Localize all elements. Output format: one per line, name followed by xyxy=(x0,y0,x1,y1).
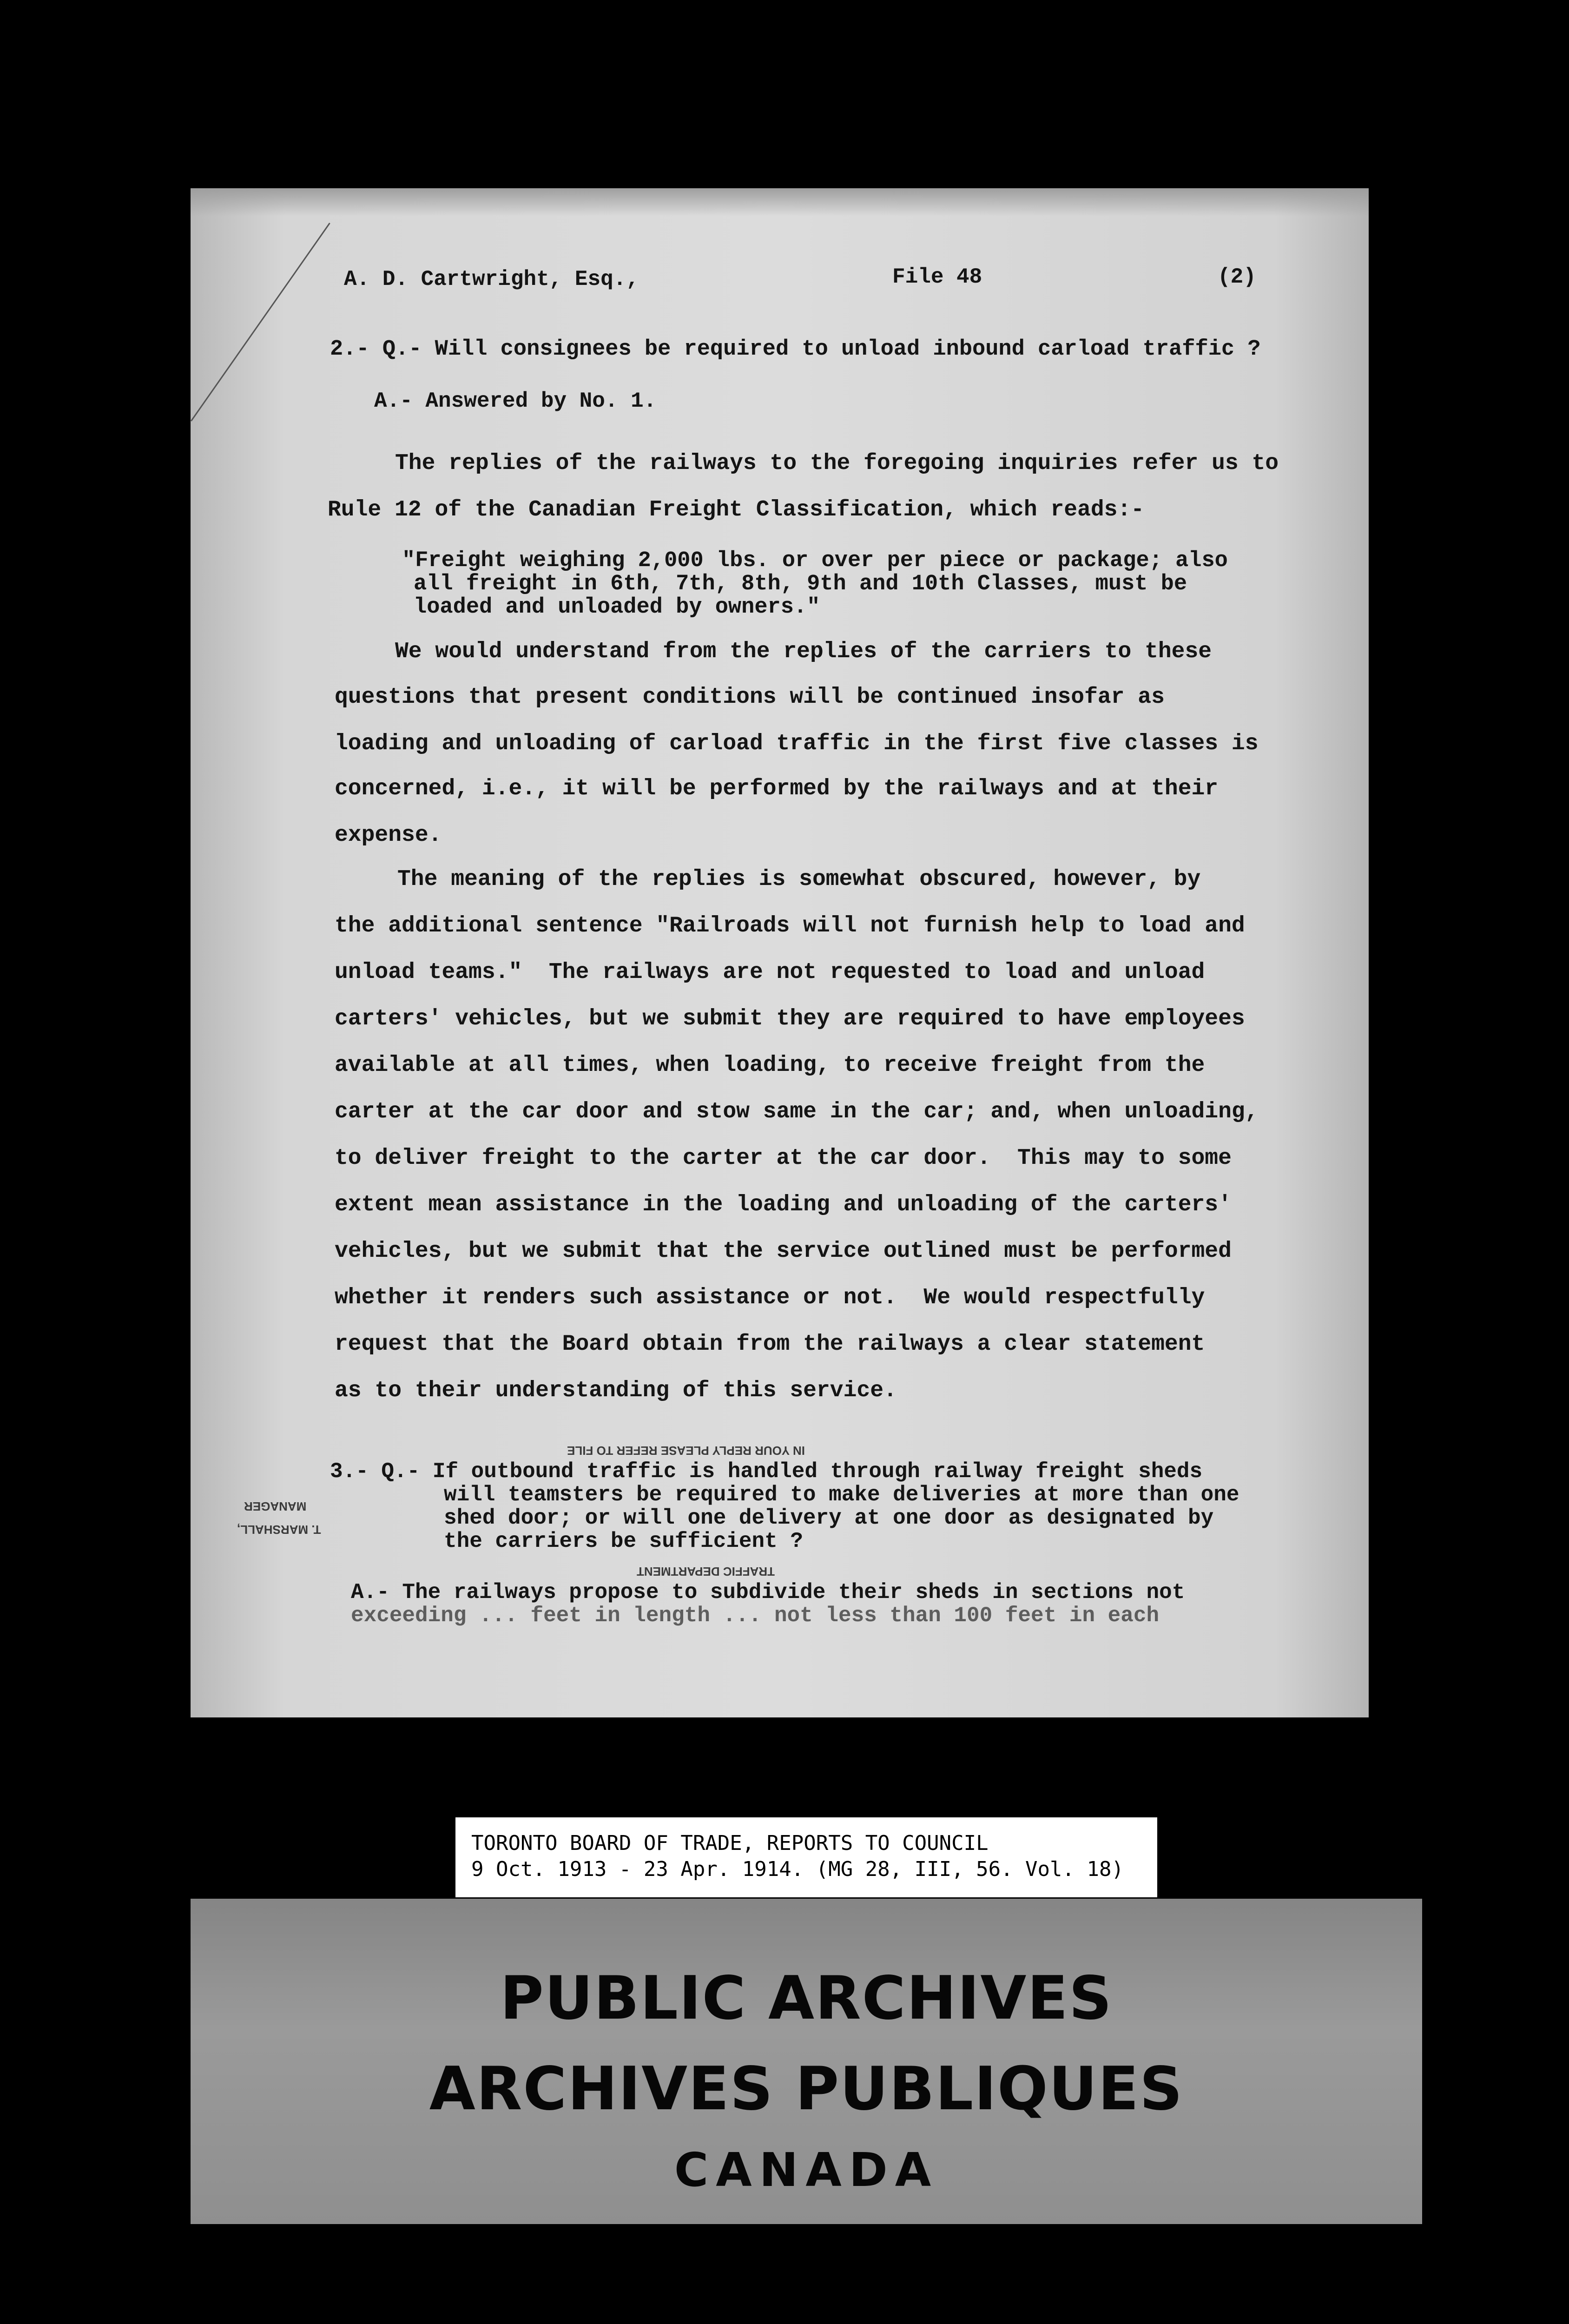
paragraph-1-line: The replies of the railways to the foregoing inquiries refer us to xyxy=(395,451,1279,476)
paragraph-3-line: extent mean assistance in the loading and unloading of the carters' xyxy=(335,1192,1232,1217)
paragraph-3-line: request that the Board obtain from the railways a clear statement xyxy=(335,1332,1205,1357)
paragraph-3-line: The meaning of the replies is somewhat obscured, however, by xyxy=(397,867,1201,892)
bleed-through-signatory: T. MARSHALL, xyxy=(237,1523,321,1537)
page-number: (2) xyxy=(1218,265,1256,289)
question-3-line: will teamsters be required to make deliveries at more than one xyxy=(444,1483,1239,1507)
stamp-line-country: CANADA xyxy=(674,2143,939,2197)
archive-caption-label xyxy=(455,1817,1157,1897)
paragraph-2-line: concerned, i.e., it will be performed by the railways and at their xyxy=(335,776,1219,801)
paragraph-1-line: Rule 12 of the Canadian Freight Classification, which reads:- xyxy=(328,497,1145,522)
answer-3-line: exceeding ... feet in length ... not less than 100 feet in each xyxy=(351,1604,1160,1628)
file-reference: File 48 xyxy=(892,265,982,289)
paragraph-2-line: expense. xyxy=(335,823,442,848)
question-2: 2.- Q.- Will consignees be required to unload inbound carload traffic ? xyxy=(330,337,1261,362)
paragraph-2-line: loading and unloading of carload traffic in the first five classes is xyxy=(335,731,1259,756)
answer-2: A.- Answered by No. 1. xyxy=(374,389,657,413)
bleed-through-department: TRAFFIC DEPARTMENT xyxy=(637,1565,775,1578)
bleed-through-signatory-title: MANAGER xyxy=(244,1499,307,1513)
paragraph-3-line: available at all times, when loading, to receive freight from the xyxy=(335,1053,1205,1078)
answer-3-line: A.- The railways propose to subdivide their sheds in sections not xyxy=(351,1580,1185,1604)
bleed-through-reply-notice: IN YOUR REPLY PLEASE REFER TO FILE xyxy=(567,1444,805,1458)
question-3-line: shed door; or will one delivery at one door as designated by xyxy=(444,1506,1214,1530)
paragraph-3-line: the additional sentence "Railroads will not furnish help to load and xyxy=(335,913,1245,938)
question-3-line: the carriers be sufficient ? xyxy=(444,1529,803,1553)
letter-page xyxy=(191,188,1369,1717)
stamp-line-french: ARCHIVES PUBLIQUES xyxy=(429,2054,1184,2124)
quote-line: "Freight weighing 2,000 lbs. or over per piece or package; also xyxy=(402,548,1228,573)
paragraph-3-line: whether it renders such assistance or not. We would respectfully xyxy=(335,1285,1205,1310)
quote-line: loaded and unloaded by owners." xyxy=(414,595,820,620)
paragraph-3-line: carter at the car door and stow same in the car; and, when unloading, xyxy=(335,1099,1259,1124)
paragraph-3-line: to deliver freight to the carter at the car door. This may to some xyxy=(335,1146,1232,1171)
public-archives-stamp xyxy=(191,1899,1422,2224)
stamp-line-english: PUBLIC ARCHIVES xyxy=(500,1964,1113,2033)
paragraph-2-line: questions that present conditions will be continued insofar as xyxy=(335,685,1165,710)
addressee: A. D. Cartwright, Esq., xyxy=(344,267,639,291)
caption-line: 9 Oct. 1913 - 23 Apr. 1914. (MG 28, III, 56. Vol. 18) xyxy=(471,1857,1124,1881)
caption-line: TORONTO BOARD OF TRADE, REPORTS TO COUNCIL xyxy=(471,1831,989,1855)
quote-line: all freight in 6th, 7th, 8th, 9th and 10th Classes, must be xyxy=(414,572,1187,596)
paragraph-3-line: carters' vehicles, but we submit they are required to have employees xyxy=(335,1006,1245,1031)
paragraph-3-line: as to their understanding of this service. xyxy=(335,1378,897,1403)
paragraph-3-line: vehicles, but we submit that the service outlined must be performed xyxy=(335,1239,1232,1264)
question-3-line: 3.- Q.- If outbound traffic is handled through railway freight sheds xyxy=(330,1459,1203,1484)
fold-crease xyxy=(191,223,330,422)
paragraph-2-line: We would understand from the replies of the carriers to these xyxy=(395,639,1212,664)
paragraph-3-line: unload teams." The railways are not requested to load and unload xyxy=(335,960,1205,985)
